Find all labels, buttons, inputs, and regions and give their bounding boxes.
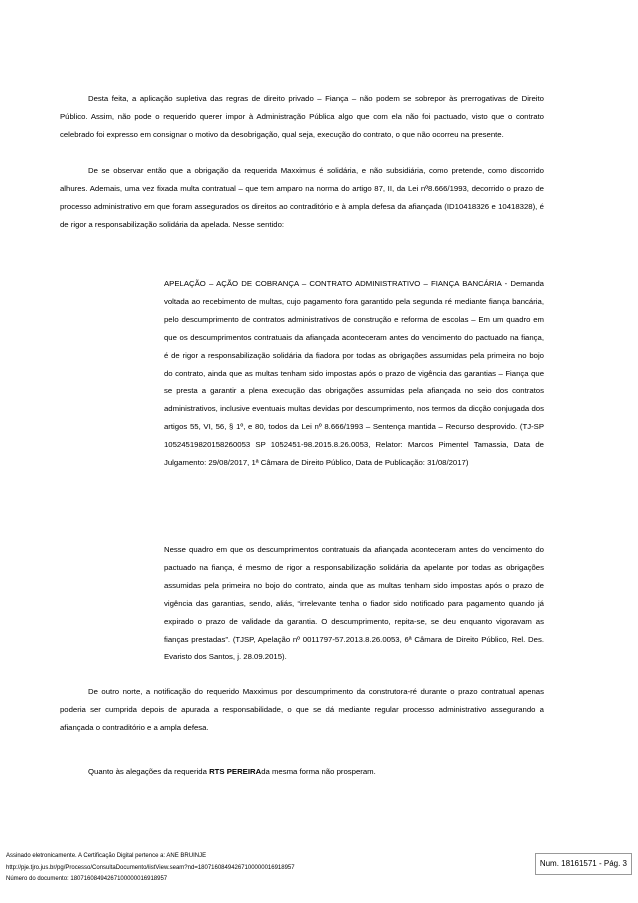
quote-2: Nesse quadro em que os descumprimentos contratuais da afiançada aconteceram antes do vencimento do pactuado na fiança, é mesmo de rigor a responsabilização solidária da apelante por todas as obrigações assumidas pela primeira no bojo do contrato, ainda que as multas tenham sido impostas após o prazo de vigência das garantias, sendo, aliás, “irrelevante tenha o fiador sido notificado para pagamento quando já expirado o prazo de validade da garantia. O descumprimento, repita-se, se deu enquanto vigoravam as fianças prestadas”. (TJSP, Apelação nº 0011797-57.2013.8.26.0053, 6ª Câmara de Direito Público, Rel. Des. Evaristo dos Santos, j. 28.09.2015). xyxy=(164,545,544,662)
paragraph-4 xyxy=(60,763,544,781)
quote-1: APELAÇÃO – AÇÃO DE COBRANÇA – CONTRATO ADMINISTRATIVO – FIANÇA BANCÁRIA - Demanda voltada ao recebimento de multas, cujo pagamento fora garantido pela segunda ré mediante fiança bancária, pelo descumprimento de contratos administrativos de construção e reforma de escolas – Em um quadro em que os descumprimentos contratuais da afiançada aconteceram antes do vencimento do pactuado na fiança, é de rigor a responsabilização solidária da fiadora por todas as obrigações assumidas pela primeira no bojo do contrato, ainda que as multas tenham sido impostas após o prazo de vigência das garantias – Fiança que se presta a garantir a plena execução das obrigações assumidas pela afiançada no seio dos contratos administrativos, inclusive eventuais multas devidas por descumprimento, nos termos da dicção conjugada dos artigos 55, VI, 56, § 1º, e 80, todos da Lei nº 8.666/1993 – Sentença mantida – Recurso desprovido. (TJ-SP 10524519820158260053 SP 1052451-98.2015.8.26.0053, Relator: Marcos Pimentel Tamassia, Data de Julgamento: 29/08/2017, 1ª Câmara de Direito Público, Data de Publicação: 31/08/2017) xyxy=(164,279,544,468)
paragraph-4-text-after: da mesma forma não prosperam. xyxy=(261,767,376,776)
paragraph-4-text-before: Quanto às alegações da requerida xyxy=(88,767,210,776)
paragraph-2: De se observar então que a obrigação da requerida Maxximus é solidária, e não subsidiária, como pretende, como discorrido alhures. Ademais, uma vez fixada multa contratual – que tem amparo na norma do artigo 87, II, da Lei nº8.666/1993, decorrido o prazo de processo administrativo em que foram assegurados os direitos ao contraditório e à ampla defesa da afiançada (ID10418326 e 10418328), é de rigor a responsabilização solidária da apelada. Nesse sentido: xyxy=(60,166,544,229)
footer-signed-line: Assinado eletronicamente. A Certificação Digital pertence a: ANE BRUINJE xyxy=(6,853,207,859)
paragraph-4-party-name: RTS PEREIRA xyxy=(209,767,262,776)
footer-document-number: Número do documento: 18071608494267100000016918957 xyxy=(6,876,168,882)
page-number-badge: Num. 18161571 - Pág. 3 xyxy=(535,853,632,875)
paragraph-1: Desta feita, a aplicação supletiva das regras de direito privado – Fiança – não podem se sobrepor às prerrogativas de Direito Público. Assim, não pode o requerido querer impor à Administração Pública algo que com ela não foi pactuado, visto que o contrato celebrado foi expresso em consignar o motivo da desobrigação, qual seja, execução do contrato, o que não ocorreu na presente. xyxy=(60,94,544,139)
paragraph-3: De outro norte, a notificação do requerido Maxximus por descumprimento da construtora-ré durante o prazo contratual apenas poderia ser cumprida depois de apurada a responsabilidade, o que se dá mediante regular processo administrativo assegurando a afiançada o contraditório e a ampla defesa. xyxy=(60,687,544,732)
footer-url-line: http://pje.tjro.jus.br/pg/Processo/ConsultaDocumento/listView.seam?nd=18071608494267100000016918957 xyxy=(6,864,295,871)
signature-footer xyxy=(6,851,295,886)
